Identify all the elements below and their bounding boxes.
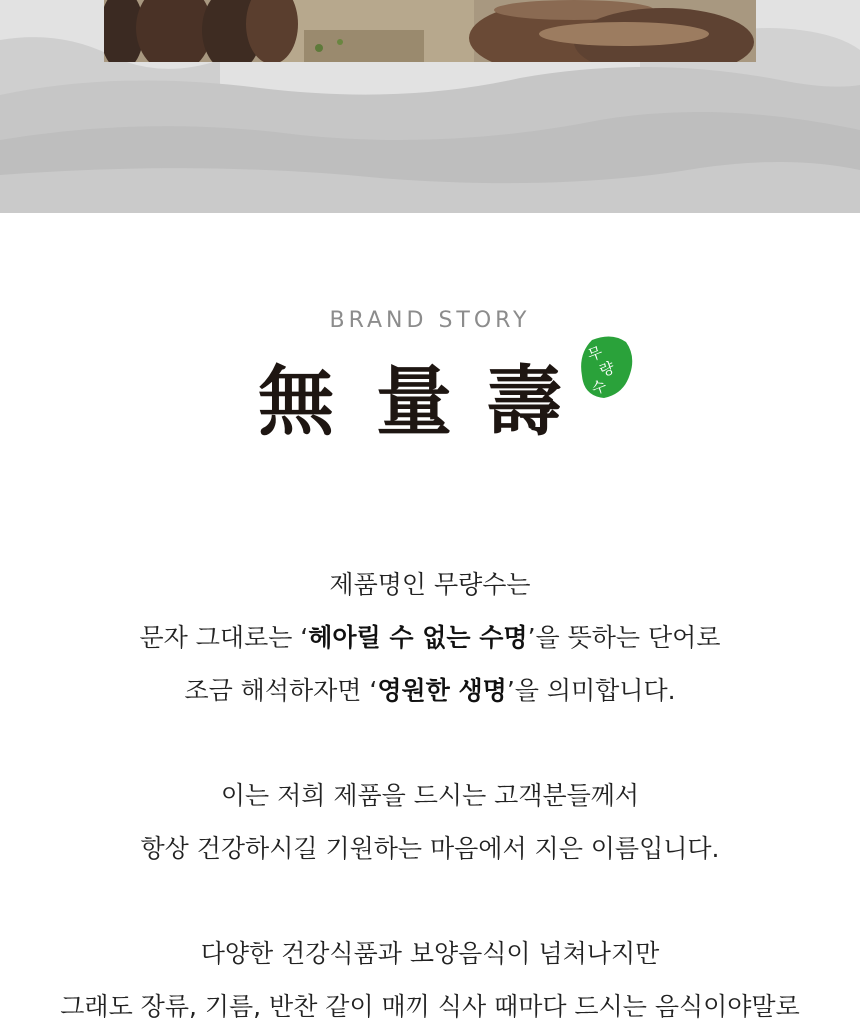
story-spacer <box>0 717 860 769</box>
story-line: 조금 해석하자면 ‘영원한 생명’을 의미합니다. <box>184 676 676 705</box>
story-line: 항상 건강하시길 기원하는 마음에서 지은 이름입니다. <box>140 834 720 863</box>
hero-banner <box>0 0 860 213</box>
story-line: 문자 그대로는 ‘헤아릴 수 없는 수명’을 뜻하는 단어로 <box>139 623 721 652</box>
story-line: 그래도 장류, 기름, 반찬 같이 매끼 식사 때마다 드시는 음식이야말로 <box>60 992 800 1021</box>
story-line: 다양한 건강식품과 보양음식이 넘쳐나지만 <box>200 939 660 968</box>
logo-green-seal <box>578 334 634 400</box>
story-line: 이는 저희 제품을 드시는 고객분들께서 <box>220 781 640 810</box>
story-line: 제품명인 무량수는 <box>329 570 531 599</box>
story-spacer <box>0 875 860 927</box>
story-emphasis: 영원한 생명 <box>377 676 507 705</box>
svg-text:량: 량 <box>597 358 617 381</box>
svg-text:무: 무 <box>585 343 605 365</box>
story-emphasis: 헤아릴 수 없는 수명 <box>308 623 528 652</box>
logo-hanja-mu: 無 <box>258 357 334 446</box>
logo-hanja-su: 壽 <box>486 357 562 446</box>
onggi-jars-photo <box>104 0 756 62</box>
brand-story-eyebrow: BRAND STORY <box>329 308 531 333</box>
logo-hanja-ryang: 量 <box>376 357 452 446</box>
brand-logo <box>258 332 638 444</box>
brand-story-text <box>0 558 860 1033</box>
svg-text:수: 수 <box>589 376 609 399</box>
